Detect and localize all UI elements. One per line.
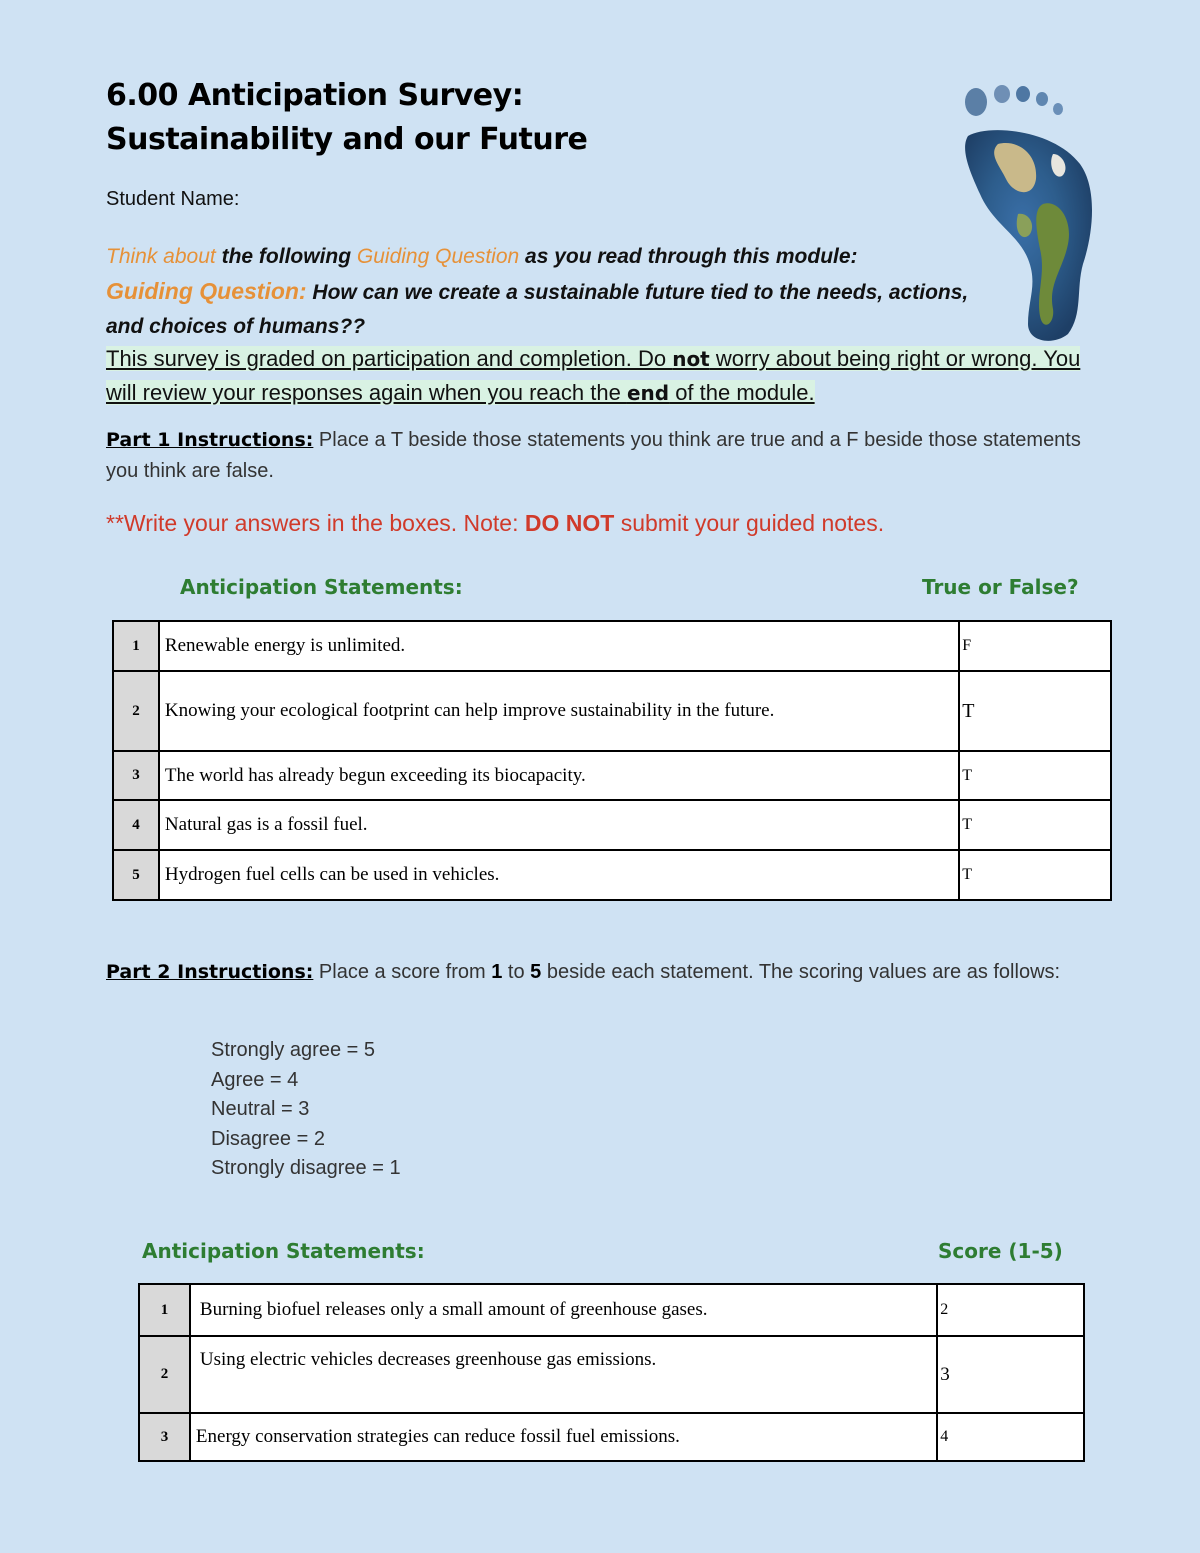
statement-text: Knowing your ecological footprint can help improve sustainability in the future. <box>159 671 959 751</box>
part2-label: Part 2 Instructions: <box>106 961 314 983</box>
table-row <box>139 1413 1084 1461</box>
row-number: 1 <box>139 1284 190 1336</box>
scoring-scale <box>211 1036 401 1184</box>
guiding-question-block <box>106 240 1006 344</box>
statement-text: Renewable energy is unlimited. <box>159 621 959 671</box>
student-name-label: Student Name: <box>106 188 240 210</box>
statement-text: Burning biofuel releases only a small amount of greenhouse gases. <box>190 1284 937 1336</box>
statement-text: Natural gas is a fossil fuel. <box>159 800 959 850</box>
table-row <box>113 621 1111 671</box>
scale-item: Disagree = 2 <box>211 1127 325 1150</box>
title-line-2: Sustainability and our Future <box>106 122 588 157</box>
row-number: 5 <box>113 850 159 900</box>
score-table <box>138 1283 1085 1462</box>
title-line-1: 6.00 Anticipation Survey: <box>106 78 524 113</box>
table-row <box>113 800 1111 850</box>
grading-note <box>106 342 1116 410</box>
page-title <box>106 74 587 162</box>
grading-end: end <box>626 381 670 405</box>
table-row <box>139 1284 1084 1336</box>
part2-text-1: Place a score from <box>313 961 492 983</box>
part2-text-2: to <box>502 961 531 983</box>
part2-number-5: 5 <box>530 961 542 983</box>
table1-header-left: Anticipation Statements: <box>180 575 463 599</box>
row-number: 4 <box>113 800 159 850</box>
part2-text-3: beside each statement. The scoring values are as follows: <box>541 961 1061 983</box>
table2-header-right: Score (1-5) <box>938 1239 1063 1263</box>
table2-header-left: Anticipation Statements: <box>142 1239 425 1263</box>
guiding-question-body: How can we create a sustainable future tied to the needs, actions, and choices of humans?? <box>106 281 969 338</box>
think-about-text: Think about <box>106 245 216 268</box>
scale-item: Strongly agree = 5 <box>211 1039 375 1061</box>
table1-header-right: True or False? <box>922 575 1079 599</box>
write-answers-note <box>106 510 884 537</box>
write-note-c: submit your guided notes. <box>614 510 885 536</box>
answer-cell[interactable]: T <box>959 850 1111 900</box>
statement-text: The world has already begun exceeding its biocapacity. <box>159 751 959 800</box>
grading-text-3: of the module. <box>669 380 815 405</box>
statement-text: Using electric vehicles decreases greenhouse gas emissions. <box>190 1336 937 1413</box>
grading-text-1: This survey is graded on participation and completion. Do <box>106 346 673 371</box>
table-row <box>139 1336 1084 1413</box>
scale-item: Strongly disagree = 1 <box>211 1157 401 1179</box>
row-number: 1 <box>113 621 159 671</box>
scale-item: Agree = 4 <box>211 1068 299 1091</box>
statement-text: Energy conservation strategies can reduce fossil fuel emissions. <box>190 1413 937 1461</box>
guiding-mid-text-1: the following <box>215 245 357 268</box>
guiding-question-text: Guiding Question <box>356 245 520 268</box>
table-row <box>113 751 1111 800</box>
score-cell[interactable]: 3 <box>937 1336 1084 1413</box>
answer-cell[interactable]: T <box>959 751 1111 800</box>
statement-text: Hydrogen fuel cells can be used in vehicles. <box>159 850 959 900</box>
guiding-question-label: Guiding Question: <box>106 278 307 304</box>
scale-item: Neutral = 3 <box>211 1098 310 1120</box>
part1-instructions <box>106 425 1106 487</box>
row-number: 2 <box>139 1336 190 1413</box>
part2-number-1: 1 <box>491 961 503 983</box>
table-row <box>113 671 1111 751</box>
true-false-table <box>112 620 1112 901</box>
score-cell[interactable]: 4 <box>937 1413 1084 1461</box>
grading-text-2: worry about being right or wrong. You will review your responses again when you reach the <box>106 346 1081 405</box>
score-cell[interactable]: 2 <box>937 1284 1084 1336</box>
row-number: 3 <box>113 751 159 800</box>
answer-cell[interactable]: F <box>959 621 1111 671</box>
part1-label: Part 1 Instructions: <box>106 429 314 451</box>
answer-cell[interactable]: T <box>959 800 1111 850</box>
row-number: 2 <box>113 671 159 751</box>
grading-not: not <box>672 347 710 371</box>
part2-instructions <box>106 957 1106 988</box>
part1-text: Place a T beside those statements you think are true and a F beside those statements you think are false. <box>106 429 1081 482</box>
answer-cell[interactable]: T <box>959 671 1111 751</box>
write-note-b: DO NOT <box>524 510 615 536</box>
table-row <box>113 850 1111 900</box>
row-number: 3 <box>139 1413 190 1461</box>
write-note-a: **Write your answers in the boxes. Note: <box>106 510 525 536</box>
guiding-mid-text-2: as you read through this module: <box>519 245 858 268</box>
